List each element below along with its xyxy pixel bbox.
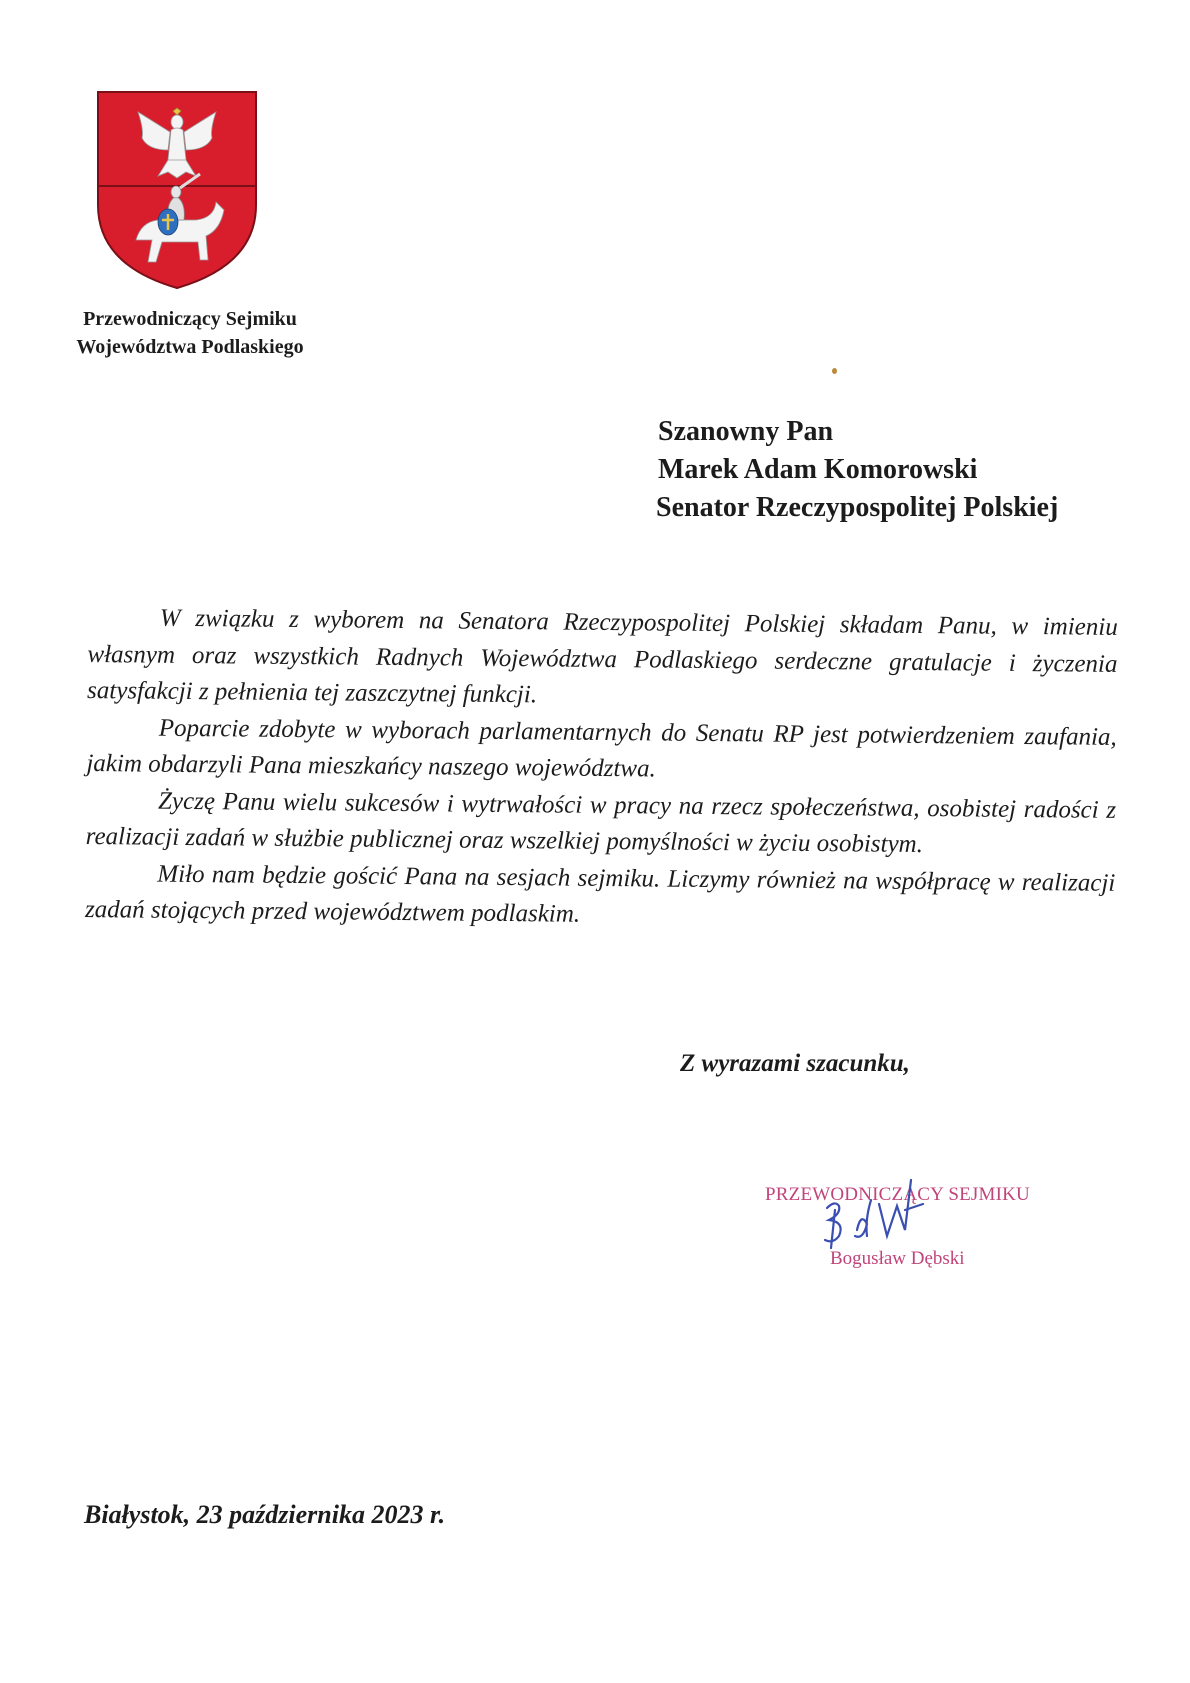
closing-phrase: Z wyrazami szacunku, [680, 1050, 910, 1077]
paragraph-3: Życzę Panu wielu sukcesów i wytrwałości w pracy na rzecz społeczeństwa, osobistej radości z realizacji zadań w służbie publicznej oraz wszelkiej pomyślności w życiu osobistym. [85, 787, 1117, 859]
recipient-name: Marek Adam Komorowski [658, 454, 978, 485]
recipient-title: Senator Rzeczypospolitej Polskiej [656, 492, 1059, 523]
paragraph-1: W związku z wyborem na Senatora Rzeczypospolitej Polskiej składam Panu, w imieniu własnym oraz wszystkich Radnych Województwa Podlaskiego serdeczne gratulacje i życzenia satysfakcji z pełnienia tej zaszczytnej funkcji. [87, 604, 1118, 709]
stamp-name: Bogusław Dębski [830, 1248, 965, 1269]
handwritten-signature-icon [805, 1170, 945, 1270]
issuer-line-1: Przewodniczący Sejmiku [83, 308, 297, 330]
recipient-salutation: Szanowny Pan [658, 416, 834, 447]
stamp-title: PRZEWODNICZĄCY SEJMIKU [765, 1184, 1030, 1205]
paragraph-4: Miło nam będzie gościć Pana na sesjach sejmiku. Liczymy również na współpracę w realizacji zadań stojących przed województwem podlaskim. [84, 860, 1116, 928]
issuer-block [40, 305, 340, 361]
recipient-block [658, 413, 1178, 527]
letter-body [85, 600, 1118, 938]
paragraph-2: Poparcie zdobyte w wyborach parlamentarnych do Senatu RP jest potwierdzeniem zaufania, jakim obdarzyli Pana mieszkańcy naszego województwa. [86, 714, 1117, 783]
place-and-date: Białystok, 23 października 2023 r. [84, 1500, 446, 1529]
signature-stamp [760, 1180, 1060, 1280]
issuer-line-2: Województwa Podlaskiego [76, 336, 304, 358]
coat-of-arms-icon [96, 90, 258, 290]
scan-speck [832, 368, 837, 374]
